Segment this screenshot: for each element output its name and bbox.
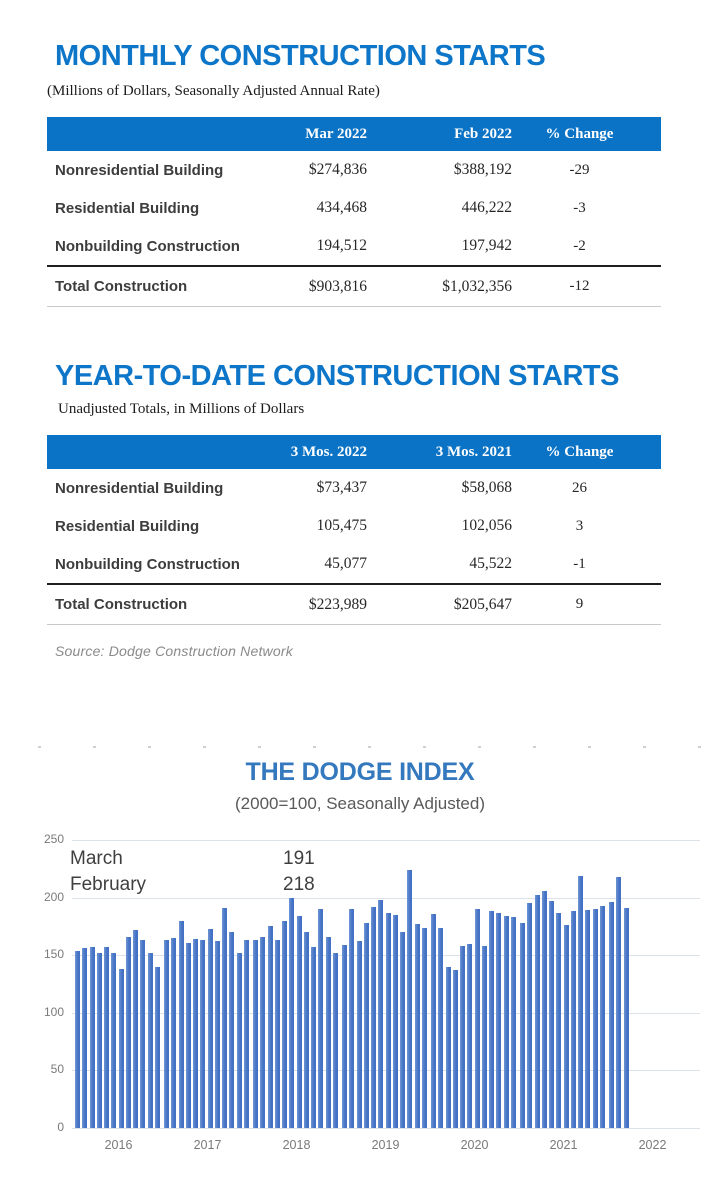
row-value-period1: 194,512 [316, 237, 367, 254]
chart-gridline [72, 955, 700, 956]
chart-bar [422, 928, 427, 1128]
source-note: Source: Dodge Construction Network [55, 643, 293, 659]
x-axis-tick-label: 2022 [638, 1138, 667, 1152]
row-label: Residential Building [55, 199, 200, 217]
row-value-period2: 197,942 [461, 237, 512, 254]
chart-bar [155, 967, 160, 1128]
chart-bar [97, 953, 102, 1128]
row-value-change: -29 [569, 161, 590, 178]
header-cell-period2: 3 Mos. 2021 [435, 443, 512, 460]
chart-bar [564, 925, 569, 1128]
chart-bar [304, 932, 309, 1128]
row-value-change: 3 [575, 517, 584, 534]
chart-bar [364, 923, 369, 1128]
row-value-period2: $58,068 [461, 479, 512, 496]
table-row [47, 189, 661, 227]
row-label: Nonresidential Building [55, 479, 224, 497]
table-row [47, 151, 661, 189]
total-value-change: 9 [575, 596, 584, 612]
chart-bar [75, 951, 80, 1128]
chart-bar [268, 926, 273, 1128]
chart-bar [253, 940, 258, 1128]
total-value-period1: $903,816 [308, 277, 367, 295]
table-row [47, 469, 661, 507]
chart-bar [333, 953, 338, 1128]
chart-bar [535, 895, 540, 1128]
table-row [47, 507, 661, 545]
chart-bar [542, 891, 547, 1128]
y-axis-tick-label: 200 [43, 889, 64, 904]
total-value-period1: $223,989 [308, 595, 367, 613]
chart-title: THE DODGE INDEX [245, 758, 475, 786]
chart-bar [593, 909, 598, 1128]
annotation-february-value: 218 [283, 874, 315, 895]
chart-bar [624, 908, 629, 1128]
chart-bar [222, 908, 227, 1128]
table-total-row [47, 265, 661, 306]
chart-bar [438, 928, 443, 1128]
row-value-period2: 45,522 [469, 555, 512, 572]
row-value-period2: 446,222 [461, 199, 512, 216]
chart-bar [164, 940, 169, 1128]
chart-gridline [72, 1128, 700, 1129]
chart-bar [282, 921, 287, 1128]
y-axis-tick-label: 250 [43, 832, 64, 846]
chart-bar [400, 932, 405, 1128]
table-header-row [47, 435, 661, 469]
total-value-period2: $1,032,356 [442, 277, 512, 295]
chart-bar [585, 910, 590, 1128]
chart-bar [496, 913, 501, 1128]
chart-bar [215, 941, 220, 1128]
chart-bar [600, 906, 605, 1128]
total-value-period2: $205,647 [453, 595, 512, 613]
annotation-february-label: February [70, 874, 147, 895]
chart-bar [326, 937, 331, 1128]
chart-bar [237, 953, 242, 1128]
x-axis-tick-label: 2019 [371, 1138, 400, 1152]
chart-bar [140, 940, 145, 1128]
header-cell-change: % Change [545, 443, 614, 460]
chart-bar [549, 901, 554, 1128]
chart-bar [244, 940, 249, 1128]
chart-bar [349, 909, 354, 1128]
chart-bar [386, 913, 391, 1128]
row-label: Residential Building [55, 517, 200, 535]
table-total-row [47, 583, 661, 624]
row-value-change: 26 [572, 479, 587, 496]
ytd-starts-table [47, 435, 661, 625]
x-axis-tick-label: 2017 [193, 1138, 222, 1152]
chart-bar [186, 943, 191, 1129]
chart-bar [82, 948, 87, 1128]
chart-bar [467, 944, 472, 1128]
y-axis-tick-label: 100 [43, 1004, 64, 1019]
chart-bar [357, 941, 362, 1128]
chart-bar [520, 923, 525, 1128]
total-label: Total Construction [55, 278, 188, 295]
x-axis-tick-label: 2018 [282, 1138, 311, 1152]
row-label: Nonbuilding Construction [55, 555, 240, 573]
chart-bar [104, 947, 109, 1128]
chart-bar [148, 953, 153, 1128]
ytd-section-title: YEAR-TO-DATE CONSTRUCTION STARTS [55, 360, 619, 392]
chart-gridline [72, 1013, 700, 1014]
chart-gridline [72, 840, 700, 841]
row-value-period1: 105,475 [316, 517, 367, 534]
chart-bar [171, 938, 176, 1128]
monthly-section-title: MONTHLY CONSTRUCTION STARTS [55, 40, 546, 72]
row-value-change: -3 [573, 199, 586, 216]
chart-bar [297, 916, 302, 1128]
chart-bar [378, 900, 383, 1128]
y-axis-tick-label: 0 [57, 1120, 64, 1134]
chart-bar [504, 916, 509, 1128]
chart-bar [229, 932, 234, 1128]
chart-bar [578, 876, 583, 1128]
chart-gridline [72, 898, 700, 899]
x-axis-tick-label: 2021 [549, 1138, 578, 1152]
chart-bar [556, 913, 561, 1128]
chart-bar [90, 947, 95, 1128]
x-axis-tick-label: 2020 [460, 1138, 489, 1152]
header-cell-period1: 3 Mos. 2022 [290, 443, 367, 460]
chart-bar [431, 914, 436, 1128]
row-value-change: -2 [573, 237, 586, 254]
chart-bar [119, 969, 124, 1128]
chart-bar [475, 909, 480, 1128]
chart-bar [407, 870, 412, 1128]
row-value-change: -1 [573, 555, 586, 572]
row-label: Nonbuilding Construction [55, 237, 240, 255]
dotted-separator [38, 746, 702, 748]
chart-bar [133, 930, 138, 1128]
y-axis-tick-label: 150 [43, 947, 64, 962]
monthly-section-subtitle: (Millions of Dollars, Seasonally Adjusted Annual Rate) [47, 83, 380, 99]
chart-subtitle: (2000=100, Seasonally Adjusted) [235, 794, 485, 813]
chart-bar [342, 945, 347, 1128]
row-value-period1: 45,077 [324, 555, 367, 572]
row-value-period1: $274,836 [308, 161, 367, 178]
chart-bar [260, 937, 265, 1128]
chart-bar [371, 907, 376, 1128]
row-value-period2: $388,192 [453, 161, 512, 178]
chart-bar [126, 937, 131, 1128]
chart-bar [318, 909, 323, 1128]
annotation-march-label: March [70, 848, 123, 869]
chart-bar [275, 940, 280, 1128]
chart-bar [289, 898, 294, 1128]
row-label: Nonresidential Building [55, 161, 224, 179]
chart-bar [111, 953, 116, 1128]
chart-bar [179, 921, 184, 1128]
chart-bar [460, 946, 465, 1128]
chart-bar [616, 877, 621, 1128]
chart-bar [200, 940, 205, 1128]
row-value-period2: 102,056 [461, 517, 512, 534]
chart-bar [446, 967, 451, 1128]
chart-bar [571, 911, 576, 1128]
chart-bar [482, 946, 487, 1128]
total-label: Total Construction [55, 596, 188, 613]
chart-bar [208, 929, 213, 1128]
row-value-period1: 434,468 [316, 199, 367, 216]
table-row [47, 227, 661, 265]
header-cell-change: % Change [545, 125, 614, 142]
chart-bar [415, 924, 420, 1128]
ytd-section-subtitle: Unadjusted Totals, in Millions of Dollars [58, 401, 305, 417]
chart-bar [453, 970, 458, 1128]
monthly-starts-table [47, 117, 661, 307]
chart-bar [311, 947, 316, 1128]
total-value-change: -12 [569, 278, 590, 294]
header-cell-period1: Mar 2022 [305, 125, 367, 142]
chart-bar [511, 917, 516, 1128]
x-axis-tick-label: 2016 [104, 1138, 133, 1152]
row-value-period1: $73,437 [316, 479, 367, 496]
chart-bar [527, 903, 532, 1128]
annotation-march-value: 191 [283, 848, 315, 869]
chart-bar [489, 911, 494, 1128]
header-cell-period2: Feb 2022 [454, 125, 512, 142]
chart-bar [609, 902, 614, 1128]
y-axis-tick-label: 50 [50, 1062, 64, 1077]
table-row [47, 545, 661, 583]
chart-bar [193, 939, 198, 1128]
chart-bar [393, 915, 398, 1128]
table-header-row [47, 117, 661, 151]
chart-gridline [72, 1070, 700, 1071]
